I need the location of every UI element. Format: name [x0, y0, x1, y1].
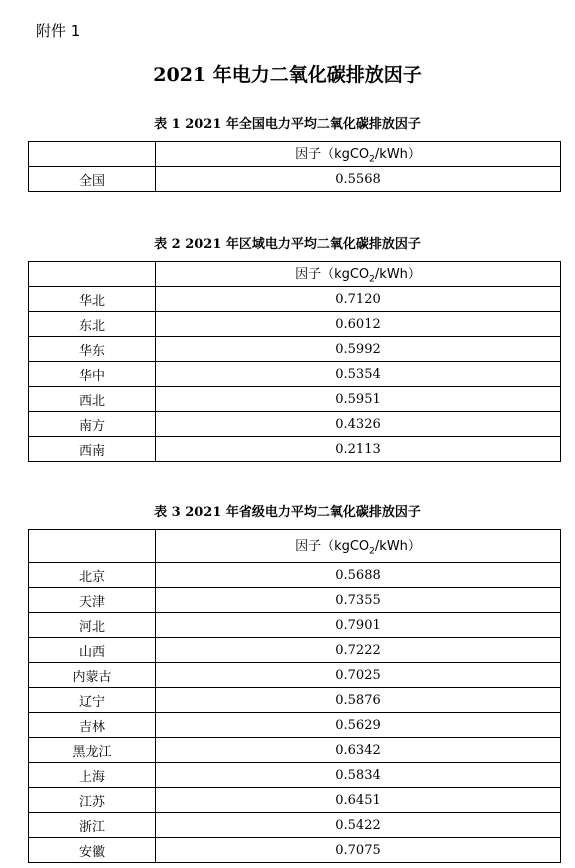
factor-value-cell: 0.5951: [156, 387, 561, 412]
factor-value-cell: 0.6012: [156, 312, 561, 337]
region-cell: 北京: [29, 563, 156, 588]
unit-subscript: 2: [369, 274, 375, 285]
table-row: [29, 788, 561, 813]
provincial-factor-table: [28, 529, 561, 863]
header-region-cell: [29, 530, 156, 563]
table-row: [29, 688, 561, 713]
region-cell: 内蒙古: [29, 663, 156, 688]
factor-value-cell: 0.6342: [156, 738, 561, 763]
region-cell: 西南: [29, 437, 156, 462]
table-row: [29, 738, 561, 763]
factor-value-cell: 0.5354: [156, 362, 561, 387]
table-row: [29, 167, 561, 192]
document-title: 2021 年电力二氧化碳排放因子: [153, 64, 422, 86]
header-unit-cell: [156, 530, 561, 563]
factor-value-cell: 0.7222: [156, 638, 561, 663]
header-unit-cell: [156, 142, 561, 167]
factor-value-cell: 0.7901: [156, 613, 561, 638]
table-row: [29, 613, 561, 638]
header-region-cell: [29, 262, 156, 287]
table-row: [29, 337, 561, 362]
region-cell: 辽宁: [29, 688, 156, 713]
factor-value-cell: 0.7075: [156, 838, 561, 863]
table-row: [29, 312, 561, 337]
factor-value-cell: 0.2113: [156, 437, 561, 462]
table-row: [29, 638, 561, 663]
table-2-caption: 表 2 2021 年区域电力平均二氧化碳排放因子: [154, 237, 421, 252]
region-cell: 南方: [29, 412, 156, 437]
factor-value-cell: 0.4326: [156, 412, 561, 437]
region-cell: 天津: [29, 588, 156, 613]
factor-value-cell: 0.5834: [156, 763, 561, 788]
table-3-caption: 表 3 2021 年省级电力平均二氧化碳排放因子: [154, 505, 421, 520]
attachment-label: 附件 1: [36, 22, 81, 40]
table-row: [29, 362, 561, 387]
factor-value-cell: 0.5688: [156, 563, 561, 588]
region-cell: 安徽: [29, 838, 156, 863]
unit-suffix: /kWh）: [374, 147, 421, 163]
table-row: [29, 813, 561, 838]
factor-value-cell: 0.5422: [156, 813, 561, 838]
table-header-row: [29, 530, 561, 563]
region-cell: 江苏: [29, 788, 156, 813]
unit-prefix: 因子（kgCO: [295, 147, 370, 163]
national-factor-table: [28, 141, 561, 192]
region-cell: 河北: [29, 613, 156, 638]
table-row: [29, 563, 561, 588]
factor-value-cell: 0.7025: [156, 663, 561, 688]
unit-subscript: 2: [369, 154, 375, 165]
region-cell: 山西: [29, 638, 156, 663]
unit-prefix: 因子（kgCO: [295, 539, 370, 555]
table-header-row: [29, 142, 561, 167]
table-header-row: [29, 262, 561, 287]
table-row: [29, 412, 561, 437]
factor-value-cell: 0.5568: [156, 167, 561, 192]
region-cell: 吉林: [29, 713, 156, 738]
table-row: [29, 838, 561, 863]
region-cell: 华北: [29, 287, 156, 312]
unit-subscript: 2: [369, 546, 375, 557]
factor-value-cell: 0.6451: [156, 788, 561, 813]
region-cell: 华中: [29, 362, 156, 387]
table-row: [29, 663, 561, 688]
table-row: [29, 387, 561, 412]
factor-value-cell: 0.5629: [156, 713, 561, 738]
region-cell: 黑龙江: [29, 738, 156, 763]
unit-suffix: /kWh）: [374, 267, 421, 283]
region-cell: 华东: [29, 337, 156, 362]
region-cell: 上海: [29, 763, 156, 788]
table-1-caption: 表 1 2021 年全国电力平均二氧化碳排放因子: [154, 117, 421, 132]
table-row: [29, 763, 561, 788]
factor-value-cell: 0.5876: [156, 688, 561, 713]
factor-value-cell: 0.7355: [156, 588, 561, 613]
header-unit-cell: [156, 262, 561, 287]
region-cell: 全国: [29, 167, 156, 192]
header-region-cell: [29, 142, 156, 167]
table-row: [29, 437, 561, 462]
factor-value-cell: 0.7120: [156, 287, 561, 312]
table-row: [29, 287, 561, 312]
region-cell: 西北: [29, 387, 156, 412]
table-row: [29, 588, 561, 613]
table-row: [29, 713, 561, 738]
unit-prefix: 因子（kgCO: [295, 267, 370, 283]
region-cell: 浙江: [29, 813, 156, 838]
regional-factor-table: [28, 261, 561, 462]
unit-suffix: /kWh）: [374, 539, 421, 555]
factor-value-cell: 0.5992: [156, 337, 561, 362]
region-cell: 东北: [29, 312, 156, 337]
